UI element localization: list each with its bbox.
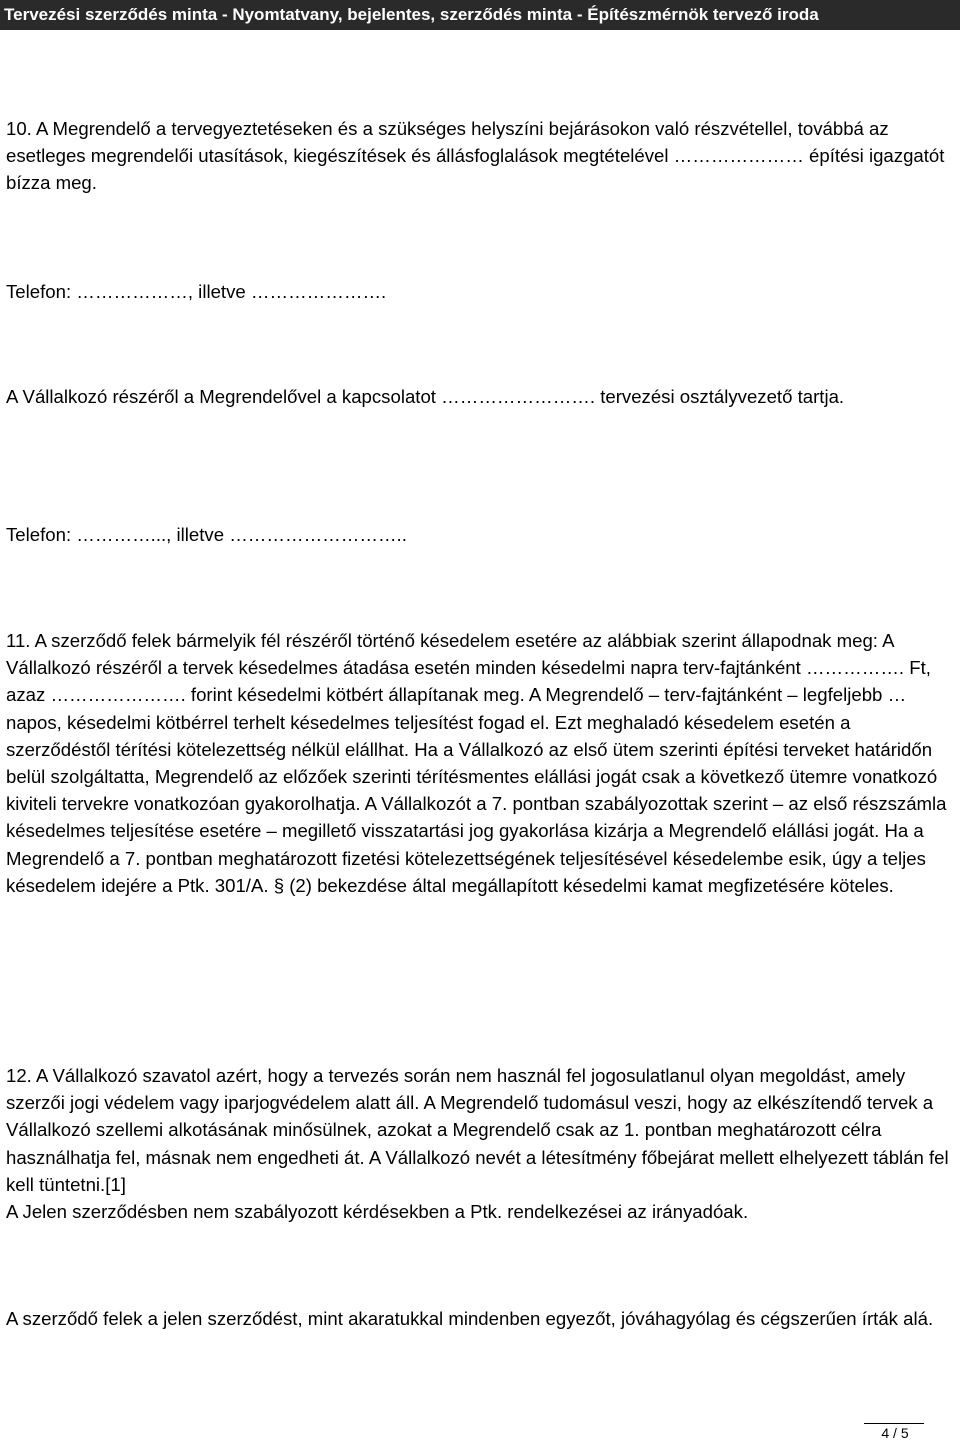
paragraph-12-governing-law: A Jelen szerződésben nem szabályozott kérdésekben a Ptk. rendelkezései az irányadóak.	[6, 1201, 749, 1222]
closing-paragraph: A szerződő felek a jelen szerződést, mint akaratukkal mindenben egyezőt, jóváhagyólag és cégszerűen írták alá.	[6, 1308, 934, 1329]
phone-line-2: Telefon: …………..., illetve ………………………..	[6, 524, 407, 545]
paragraph-12: 12. A Vállalkozó szavatol azért, hogy a tervezés során nem használ fel jogosulatlanul olyan megoldást, amely szerzői jogi védelem vagy iparjogvédelem alatt áll. A Megrendelő tudomásul veszi, hogy az elkészítendő tervek a Vállalkozó szellemi alkotásának minősülnek, azokat a Megrendelő csak az 1. pontban meghatározott célra használhatja fel, másnak nem engedheti át. A Vállalkozó nevét a létesítmény főbejárat mellett elhelyezett táblán fel kell tüntetni.[1]	[6, 1065, 949, 1195]
paragraph-11: 11. A szerződő felek bármelyik fél részéről történő késedelem esetére az alábbiak szerint állapodnak meg: A Vállalkozó részéről a tervek késedelmes átadása esetén minden késedelmi napra terv-fajtánként ……………. Ft, azaz …………………. forint késedelmi kötbért állapítanak meg. A Megrendelő – terv-fajtánként – legfeljebb … napos, késedelmi kötbérrel terhelt késedelmes teljesítést fogad el. Ezt meghaladó késedelem esetén a szerződéstől térítési kötelezettség nélkül elállhat. Ha a Vállalkozó az első ütem szerinti építési terveket határidőn belül szolgáltatta, Megrendelő az előzőek szerinti térítésmentes elállási jogát csak a következő ütemre vonatkozó kiviteli tervekre vonatkozóan gyakorolhatja. A Vállalkozót a 7. pontban szabályozottak szerint – az első részszámla késedelmes teljesítése esetére – megillető visszatartási jog gyakorlása kizárja a Megrendelő elállási jogát. Ha a Megrendelő a 7. pontban meghatározott fizetési kötelezettségének teljesítésével késedelembe esik, úgy a teljes késedelem idejére a Ptk. 301/A. § (2) bekezdése által megállapított késedelmi kamat megfizetésére köteles.	[6, 630, 947, 896]
page-number: 4 / 5	[881, 1425, 909, 1441]
phone-line-1: Telefon: ………………, illetve ………………….	[6, 281, 387, 302]
contractor-contact-paragraph: A Vállalkozó részéről a Megrendelővel a kapcsolatot ……………………. tervezési osztályvezető tartja.	[6, 386, 845, 407]
document-header-title: Tervezési szerződés minta - Nyomtatvany, bejelentes, szerződés minta - Építészmérnök tervező iroda	[0, 0, 960, 30]
paragraph-10: 10. A Megrendelő a tervegyeztetéseken és a szükséges helyszíni bejárásokon való részvétellel, továbbá az esetleges megrendelői utasítások, kiegészítések és állásfoglalások megtételével ………………… építési igazgatót bízza meg.	[6, 118, 945, 194]
